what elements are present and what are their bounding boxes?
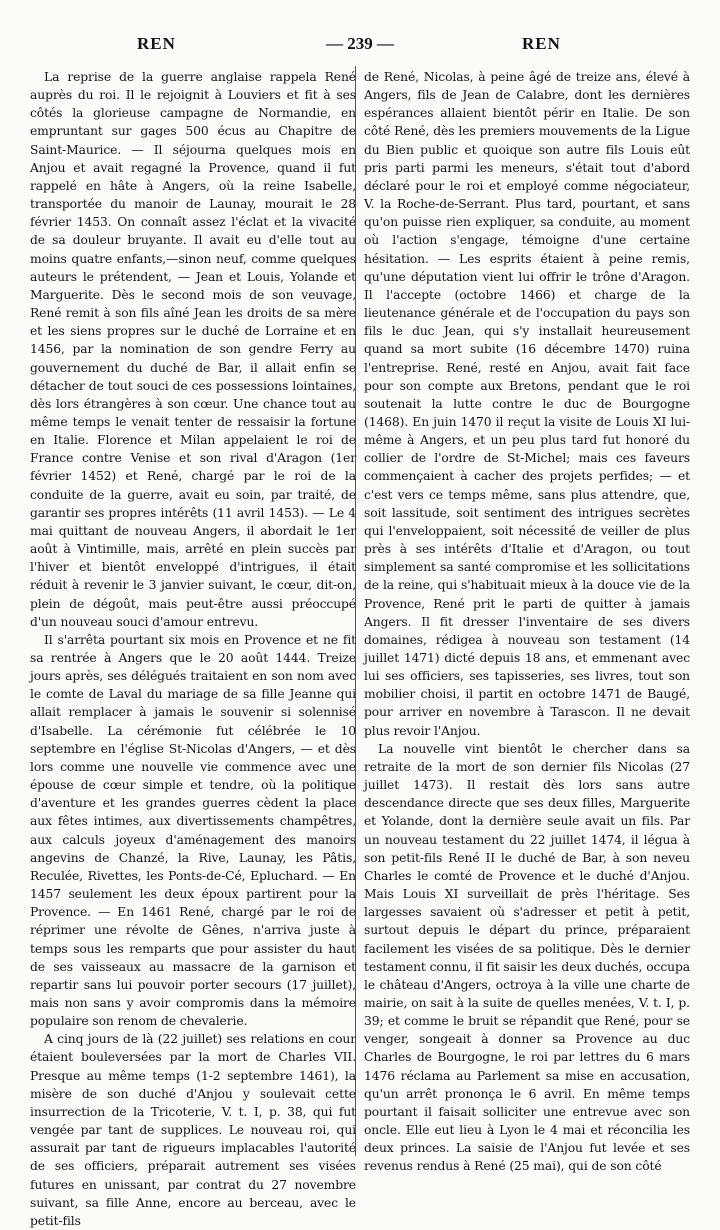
paragraph: Il s'arrêta pourtant six mois en Provence et ne fit sa rentrée à Angers que le 20 août 1444. Treize jours après, ses délégués traitaient en son nom avec le comte de Laval du mariage de sa fille Jeanne qui allait remplacer à jamais le souvenir si solennisé d'Isabelle. La cérémonie fut célébrée le 10 septembre en l'église St-Nicolas d'Angers, — et dès lors comme une nouvelle vie commence avec une épouse de cœur simple et tendre, où la politique d'aventure et les grandes guerres cèdent la place aux fêtes intimes, aux divertissements champêtres, aux calculs joyeux d'aménagement des manoirs angevins de Chanzé, la Rive, Launay, les Pâtis, Reculée, Rivettes, les Ponts-de-Cé, Epluchard. — En 1457 seulement les deux époux partirent pour la Provence. — En 1461 René, chargé par le roi de réprimer une révolte de Gênes, n'arriva juste à temps sous les remparts que pour assister du haut de ses vaisseaux au massacre de la garnison et repartir sans lui pouvoir porter secours (17 juillet), mais non sans y avoir compromis dans la mémoire populaire son renom de chevalerie. (30, 632, 356, 1029)
paragraph: A cinq jours de là (22 juillet) ses relations en cour étaient bouleversées par la mort de Charles VII. Presque au même temps (1-2 septembre 1461), la misère de son duché d'Anjou y soulevait cette insurrection de la Tricoterie, V. t. I, p. 38, qui fut vengée par tant de supplices. Le nouveau roi, qui assurait par tant de rigueurs implacables l'autorité de ses officiers, préparait autrement ses visées futures en unissant, par contrat du 27 novembre suivant, sa fille Anne, encore au berceau, avec le petit-fils (30, 1032, 356, 1228)
page-number: — 239 — (326, 34, 394, 53)
paragraph: La reprise de la guerre anglaise rappela René auprès du roi. Il le rejoignit à Louviers et fit à ses côtés la glorieuse campagne de Normandie, en empruntant sur gages 500 écus au Chapitre de Saint-Maurice. — Il séjourna quelques mois en Anjou et avait regagné la Provence, quand il fut rappelé en hâte à Angers, où la reine Isabelle, transportée du manoir de Launay, mourait le 28 février 1453. On connaît assez l'éclat et la vivacité de sa douleur bruyante. Il avait eu d'elle tout au moins quatre enfants,—sinon neuf, comme quelques auteurs le prétendent, — Jean et Louis, Yolande et Marguerite. Dès le second mois de son veuvage, René remit à son fils aîné Jean les droits de sa mère et les siens propres sur le duché de Lorraine et en 1456, par la nomination de son gendre Ferry au gouvernement du duché de Bar, il allait enfin se détacher de tout souci de ces possessions lointaines, dès lors étrangères à son cœur. Une chance tout au même temps le venait tenter de ressaisir la fortune en Italie. Florence et Milan appelaient le roi de France contre Venise et son rival d'Aragon (1er février 1452) et René, chargé par le roi de la conduite de la guerre, avait eu soin, par traité, de garantir ses propres intérêts (11 avril 1453). — Le 4 mai quittant de nouveau Angers, il abordait le 1er août à Vintimille, mais, arrêté en plein succès par l'hiver et bientôt enveloppé d'intrigues, il était réduit à revenir le 3 janvier suivant, le cœur, dit-on, plein de dégoût, mais peut-être aussi préoccupé d'un nouveau souci d'amour entrevu. (30, 70, 356, 629)
paragraph: La nouvelle vint bientôt le chercher dans sa retraite de la mort de son dernier fils Nicolas (27 juillet 1473). Il restait dès lors sans autre descendance directe que ses deux filles, Marguerite et Yolande, dont la dernière seule avait un fils. Par un nouveau testament du 22 juillet 1474, il légua à son petit-fils René II le duché de Bar, à son neveu Charles le comté de Provence et le duché d'Anjou. Mais Louis XI surveillait de près l'héritage. Ses largesses savaient où s'adresser et petit à petit, surtout depuis le départ du prince, préparaient facilement les visées de sa politique. Dès le dernier testament connu, il fit saisir les deux duchés, occupa le château d'Angers, octroya à la ville une charte de mairie, on sait à la suite de quelles menées, V. t. I, p. 39; et comme le bruit se répandit que René, pour se venger, songeait à donner sa Provence au duc Charles de Bourgogne, le roi par lettres du 6 mars 1476 réclama au Parlement sa mise en accusation, qu'un arrêt prononça le 6 avril. En même temps pourtant il faisait solliciter une entrevue avec son oncle. Elle eut lieu à Lyon le 4 mai et réconcilia les deux princes. La saisie de l'Anjou fut levée et ses revenus rendus à René (25 mai), qui de son côté (364, 741, 690, 1174)
right-column (364, 68, 690, 1176)
header-right-title: REN (522, 34, 561, 53)
paragraph: de René, Nicolas, à peine âgé de treize ans, élevé à Angers, fils de Jean de Calabre, dont les dernières espérances allaient bientôt périr en Italie. De son côté René, dès les premiers mouvements de la Ligue du Bien public et quoique son autre fils Louis eût pris parti parmi les meneurs, s'était tout d'abord déclaré pour le roi et employé comme négociateur, V. la Roche-de-Serrant. Plus tard, pourtant, et sans qu'on puisse rien expliquer, sa conduite, au moment où l'action s'engage, témoigne d'une certaine hésitation. — Les esprits étaient à peine remis, qu'une députation vient lui offrir le trône d'Aragon. Il l'accepte (octobre 1466) et charge de la lieutenance générale et de l'occupation du pays son fils le duc Jean, qui s'y installait heureusement quand sa mort subite (16 décembre 1470) ruina l'entreprise. René, resté en Anjou, avait fait face pour son compte aux Bretons, pendant que le roi soutenait la lutte contre le duc de Bourgogne (1468). En juin 1470 il reçut la visite de Louis XI lui-même à Angers, et un peu plus tard fut honoré du collier de l'ordre de St-Michel; mais ces faveurs commençaient à cacher des projets perfides; — et c'est vers ce temps même, sans plus attendre, que, soit lassitude, soit sentiment des intrigues secrètes qui l'enveloppaient, soit nécessité de veiller de plus près à ses intérêts d'Italie et d'Aragon, ou tout simplement sa santé compromise et les sollicitations de la reine, qui s'habituait mieux à la douce vie de la Provence, René prit le parti de quitter à jamais Angers. Il fit dresser l'inventaire de ses divers domaines, rédigea à nouveau son testament (14 juillet 1471) dicté depuis 18 ans, et emmenant avec lui ses officiers, ses tapisseries, ses livres, tout son mobilier choisi, il partit en octobre 1471 de Baugé, pour arriver en novembre à Tarascon. Il ne devait plus revoir l'Anjou. (364, 70, 690, 738)
running-header (0, 34, 720, 60)
left-column (30, 68, 356, 1230)
header-left-title: REN (137, 34, 176, 53)
